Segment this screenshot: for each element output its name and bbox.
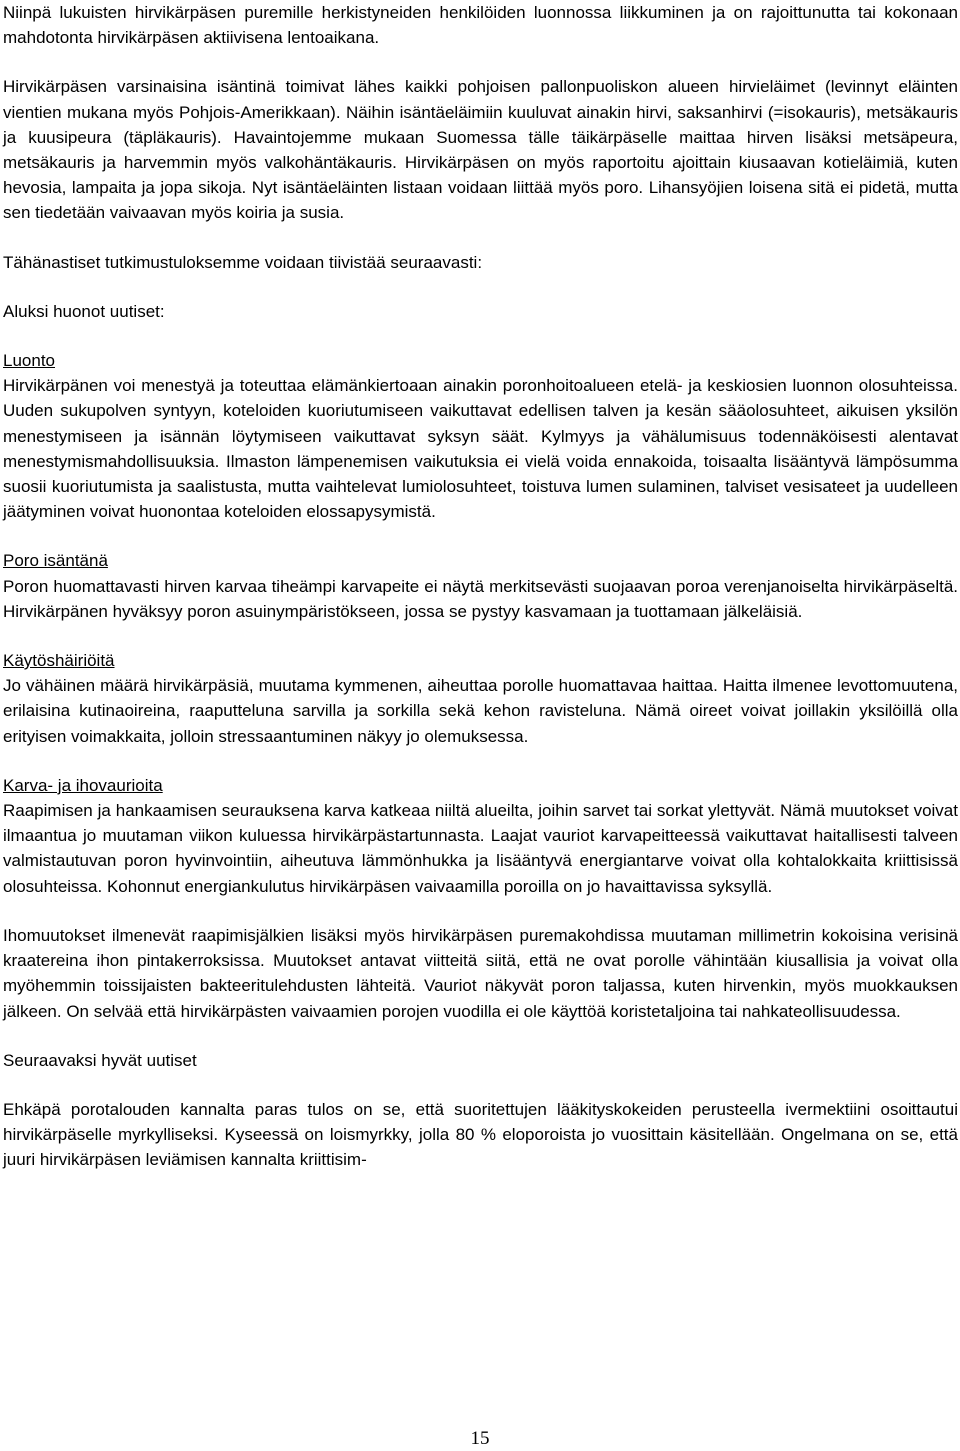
section-poro-isantana	[3, 548, 958, 624]
paragraph-text: Raapimisen ja hankaamisen seurauksena karva katkeaa niiltä alueilta, joihin sarvet tai sorkat ylettyvät. Nämä muutokset voivat ilmaantua jo muutaman viikon kuluessa hirvikärpästartunnasta. Laajat vauriot karvapeitteessä vaikuttavat haitallisesti talveen valmistautuvan poron hyvinvointiin, aiheutuva lämmönhukka ja lisääntyvä energiantarve voivat olla kohtalokkaita kriittisissä olosuhteissa. Kohonnut energiankulutus hirvikärpäsen vaivaamilla poroilla on jo havaittavissa syksyllä.	[3, 801, 958, 896]
paragraph-text: Hirvikärpäsen varsinaisina isäntinä toimivat lähes kaikki pohjoisen pallonpuoliskon alueen hirvieläimet (levinnyt eläinten vientien mukana myös Pohjois-Amerikkaan). Näihin isäntäeläimiin kuuluvat ainakin hirvi, saksanhirvi (=isokauris), metsäkauris ja kuusipeura (täpläkauris). Havaintojemme mukaan Suomessa tälle täikärpäselle maittaa hirven lisäksi metsäpeura, metsäkauris ja harvemmin myös valkohäntäkauris. Hirvikärpäsen on myös raportoitu ajoittain kiusaavan kotieläimiä, kuten hevosia, lampaita ja jopa sikoja. Nyt isäntäeläinten listaan voidaan liittää myös poro. Lihansyöjien loisena sitä ei pidetä, mutta sen tiedetään vaivaavan myös koiria ja susia.	[3, 77, 958, 223]
section-heading: Käytöshäiriöitä	[3, 651, 115, 671]
paragraph-text: Ehkäpä porotalouden kannalta paras tulos on se, että suoritettujen lääkityskokeiden perusteella ivermektiini osoittautui hirvikärpäselle myrkylliseksi. Kyseessä on loismyrkky, jolla 80 % eloporoista jo vuosittain käsitellään. Ongelmana on se, että juuri hirvikärpäsen leviämisen kannalta kriittisim-	[3, 1099, 958, 1170]
paragraph-1	[3, 0, 958, 50]
paragraph-text: Ihomuutokset ilmenevät raapimisjälkien lisäksi myös hirvikärpäsen puremakohdissa muutaman millimetrin kokoisina verisinä kraatereina ihon pintakerroksissa. Muutokset antavat viitteitä siitä, että ne ovat porolle vähintään kiusallisia ja voivat olla myöhemmin toissijaisten bakteeritulehdusten lähteitä. Vauriot näkyvät poron taljassa, kuten hirvenkin, myös muokkauksen jälkeen. On selvää että hirvikärpästen vaivaamien porojen vuodilla ei ole käyttöä koristetaljoina tai nahkateollisuudessa.	[3, 925, 958, 1021]
paragraph-ivermektiini	[3, 1097, 958, 1173]
section-heading: Karva- ja ihovaurioita	[3, 775, 163, 795]
paragraph-bad-news-intro	[3, 299, 958, 324]
paragraph-text: Poron huomattavasti hirven karvaa tiheämpi karvapeite ei näytä merkitsevästi suojaavan poroa verenjanoiselta hirvikärpäseltä. Hirvikärpänen hyväksyy poron asuinympäristökseen, jossa se pystyy kasvamaan ja tuottamaan jälkeläisiä.	[3, 576, 958, 621]
document-page	[3, 0, 958, 1197]
section-heading: Poro isäntänä	[3, 551, 108, 571]
paragraph-host-animals	[3, 74, 958, 225]
paragraph-ihomuutokset	[3, 923, 958, 1024]
paragraph-text: Seuraavaksi hyvät uutiset	[3, 1050, 197, 1070]
section-luonto	[3, 348, 958, 524]
section-karva-ja-ihovaurioita	[3, 773, 958, 899]
section-heading: Luonto	[3, 351, 55, 371]
paragraph-good-news-intro	[3, 1048, 958, 1073]
page-number: 15	[470, 1428, 490, 1449]
paragraph-text: Hirvikärpänen voi menestyä ja toteuttaa elämänkiertoaan ainakin poronhoitoalueen etelä- ja keskiosien luonnon olosuhteissa. Uuden sukupolven syntyyn, koteloiden kuoriutumiseen vaikuttavat edellisen talven ja kesän sääolosuhteet, aikuisen yksilön menestymiseen ja isännän löytymiseen vaikuttavat syksyn säät. Kylmyys ja vähälumisuus todennäköisesti alentavat menestymismahdollisuuksia. Ilmaston lämpenemisen vaikutuksia ei vielä voida ennakoida, toisaalta lisääntyvä lämpösumma suosii kuoriutumista ja saalistusta, mutta vaihtelevat lumiolosuhteet, toistuva lumen sulaminen, talviset vesisateet ja uudelleen jäätyminen voivat huonontaa koteloiden elossapysymistä.	[3, 376, 958, 522]
paragraph-summary-intro	[3, 250, 958, 275]
paragraph-text: Aluksi huonot uutiset:	[3, 301, 165, 321]
paragraph-text: Tähänastiset tutkimustuloksemme voidaan tiivistää seuraavasti:	[3, 252, 483, 272]
paragraph-text: Niinpä lukuisten hirvikärpäsen puremille herkistyneiden henkilöiden luonnossa liikkuminen ja on rajoittunutta tai kokonaan mahdotonta hirvikärpäsen aktiivisena lentoaikana.	[3, 3, 958, 48]
paragraph-text: Jo vähäinen määrä hirvikärpäsiä, muutama kymmenen, aiheuttaa porolle huomattavaa haittaa. Haitta ilmenee levottomuutena, erilaisina kutinaoireina, raaputteluna sarvilla ja sorkilla sekä kehon ravisteluna. Nämä oireet voivat joillakin yksilöillä olla erityisen voimakkaita, jolloin stressaantuminen näkyy jo olemuksessa.	[3, 676, 958, 746]
section-kaytoshairioita	[3, 648, 958, 749]
